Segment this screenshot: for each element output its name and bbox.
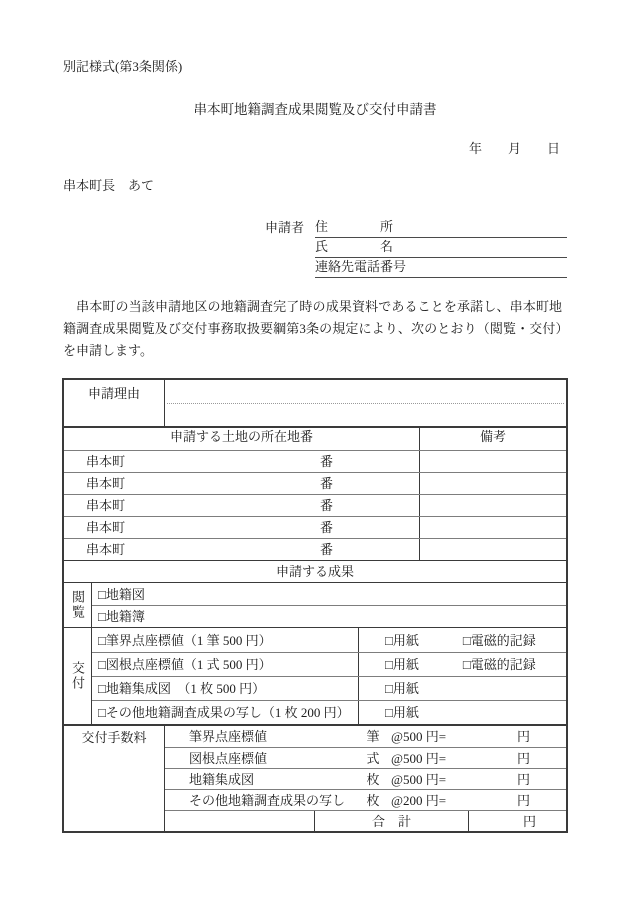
fee-row-boundary-coords <box>165 726 566 747</box>
location-header: 申請する土地の所在地番 <box>64 428 420 450</box>
viewing-section-label: 閲覧 <box>64 583 92 627</box>
addressee-line: 串本町長 あて <box>63 178 155 193</box>
checkbox-icon: □ <box>98 705 106 720</box>
lot-number-suffix: 番 <box>320 498 334 513</box>
option-electronic: □電磁的記録 <box>462 657 536 672</box>
fee-rate: @500 円= <box>391 750 447 766</box>
fee-amount: 円 <box>516 750 530 766</box>
checkbox-icon: □ <box>98 681 106 696</box>
total-label: 合 計 <box>315 811 469 831</box>
fee-unit: 筆 <box>366 729 380 744</box>
option-electronic: □電磁的記録 <box>462 632 536 648</box>
checkbox-icon: □ <box>98 632 106 648</box>
option-paper: □用紙 <box>385 632 419 648</box>
fee-row-other-copies <box>165 789 566 810</box>
lot-number-suffix: 番 <box>320 520 334 535</box>
viewing-item-label: 地籍簿 <box>105 609 145 624</box>
checkbox-icon: □ <box>98 609 106 624</box>
fee-item-name: 図根点座標値 <box>189 750 268 766</box>
fee-unit: 枚 <box>366 771 380 787</box>
lot-number-suffix: 番 <box>320 476 334 491</box>
option-paper: □用紙 <box>385 681 419 696</box>
issuance-item-label: その他地籍調査成果の写し（1 枚 200 円） <box>105 705 350 720</box>
checkbox-icon: □ <box>385 681 393 696</box>
form-note: 別記様式(第3条関係) <box>63 59 183 74</box>
checkbox-icon: □ <box>462 657 471 672</box>
remarks-cell <box>420 539 566 560</box>
viewing-item-label: 地籍図 <box>105 586 145 602</box>
phone-field: 連絡先電話番号 <box>315 258 567 278</box>
issuance-item-boundary-coords <box>92 628 566 652</box>
town-label: 串本町 <box>86 476 126 491</box>
checkbox-icon: □ <box>385 657 393 672</box>
fee-unit: 式 <box>366 750 380 766</box>
issuance-item-other-copies <box>92 700 566 724</box>
fee-item-name: 地籍集成図 <box>189 771 255 787</box>
issuance-section-label: 交付 <box>64 628 92 724</box>
location-row <box>64 450 566 472</box>
fee-amount: 円 <box>516 792 530 808</box>
address-field: 住 所 <box>315 218 567 238</box>
checkbox-icon: □ <box>385 632 393 648</box>
issuance-item-control-point-coords <box>92 652 566 676</box>
checkbox-icon: □ <box>462 632 471 648</box>
date-line: 年 月 日 <box>468 141 560 156</box>
fee-item-name: 筆界点座標値 <box>189 729 268 744</box>
town-label: 串本町 <box>86 542 126 557</box>
option-paper: □用紙 <box>385 657 419 672</box>
town-label: 串本町 <box>86 454 126 469</box>
checkbox-icon: □ <box>98 586 106 602</box>
viewing-item-cadastral-register <box>92 605 566 627</box>
remarks-cell <box>420 451 566 472</box>
applicant-fields <box>315 218 567 278</box>
issuance-item-label: 地籍集成図 （1 枚 500 円） <box>105 681 266 696</box>
page-title: 串本町地籍調査成果閲覧及び交付申請書 <box>193 102 437 117</box>
fee-row-composite-map <box>165 768 566 789</box>
total-row <box>165 810 566 831</box>
reason-input-area <box>165 380 566 426</box>
fee-amount: 円 <box>516 729 530 744</box>
applicant-block <box>265 218 567 278</box>
town-label: 串本町 <box>86 498 126 513</box>
applicant-label: 申請者 <box>265 220 305 235</box>
remarks-header: 備考 <box>479 429 506 444</box>
remarks-cell <box>420 473 566 494</box>
lot-number-suffix: 番 <box>320 542 334 557</box>
remarks-cell <box>420 495 566 516</box>
location-row <box>64 538 566 560</box>
location-row <box>64 516 566 538</box>
reason-row <box>64 380 566 426</box>
fee-rate: @500 円= <box>391 729 447 744</box>
total-amount: 円 <box>522 813 536 829</box>
fee-rate: @500 円= <box>391 771 447 787</box>
fees-section <box>64 724 566 831</box>
fee-item-name: その他地籍調査成果の写し <box>189 792 346 808</box>
dotted-rule <box>167 403 564 404</box>
issuance-item-label: 筆界点座標値（1 筆 500 円） <box>105 632 272 648</box>
results-header: 申請する成果 <box>64 560 566 582</box>
total-spacer-cell <box>165 811 315 831</box>
checkbox-icon: □ <box>385 705 393 720</box>
issuance-item-composite-map <box>92 676 566 700</box>
option-paper: □用紙 <box>385 705 419 720</box>
location-header-row <box>64 426 566 450</box>
reason-label: 申請理由 <box>64 380 165 426</box>
issuance-item-label: 図根点座標値（1 式 500 円） <box>105 657 272 672</box>
fee-amount: 円 <box>516 771 530 787</box>
town-label: 串本町 <box>86 520 126 535</box>
name-field: 氏 名 <box>315 238 567 258</box>
remarks-cell <box>420 517 566 538</box>
issuance-section <box>64 627 566 724</box>
location-row <box>64 494 566 516</box>
checkbox-icon: □ <box>98 657 106 672</box>
fees-section-label: 交付手数料 <box>64 726 165 831</box>
application-table <box>62 378 568 833</box>
body-paragraph: 串本町の当該申請地区の地籍調査完了時の成果資料であることを承諾し、串本町地籍調査成果閲覧及び交付事務取扱要綱第3条の規定により、次のとおり（閲覧・交付）を申請します。 <box>63 299 562 358</box>
location-row <box>64 472 566 494</box>
lot-number-suffix: 番 <box>320 454 334 469</box>
fee-unit: 枚 <box>366 792 380 808</box>
viewing-item-cadastral-map <box>92 583 566 605</box>
fee-rate: @200 円= <box>391 792 447 808</box>
viewing-section <box>64 582 566 627</box>
fee-row-control-point-coords <box>165 747 566 768</box>
